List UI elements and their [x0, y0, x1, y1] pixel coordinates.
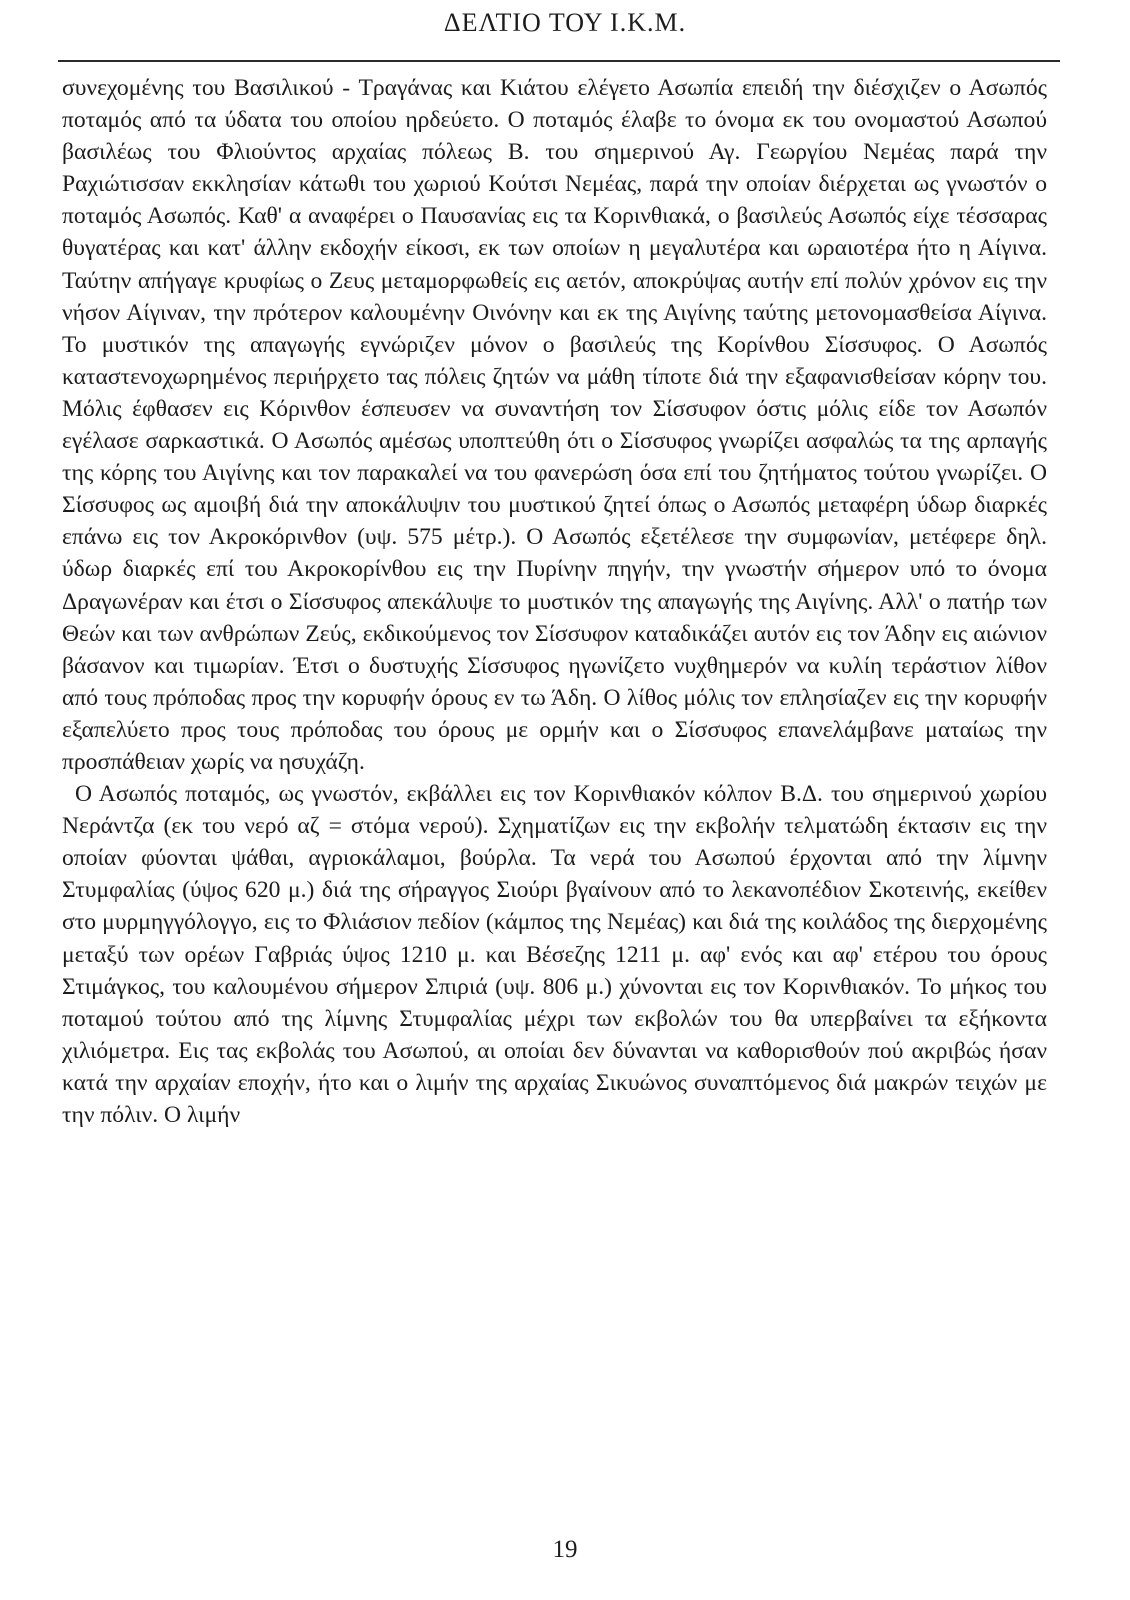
paragraph-2: Ο Ασωπός ποταμός, ως γνωστόν, εκβάλλει εις τον Κορινθιακόν κόλπον Β.Δ. του σημερινού χωρίου Νεράντζα (εκ του νερό αζ = στόμα νερού). Σχηματίζων εις την εκβολήν τελματώδη έκτασιν εις την οποίαν φύονται ψάθαι, αγριοκάλαμοι, βούρλα. Τα νερά του Ασωπού έρχονται από την λίμνην Στυμφαλίας (ύψος 620 μ.) διά της σήραγγος Σιούρι βγαίνουν από το λεκανοπέδιον Σκοτεινής, εκείθεν στο μυρμηγγόλογγο, εις το Φλιάσιον πεδίον (κάμπος της Νεμέας) και διά της κοιλάδος της διερχομένης μεταξύ των ορέων Γαβριάς ύψος 1210 μ. και Βέσεζης 1211 μ. αφ' ενός και αφ' ετέρου του όρους Στιμάγκος, του καλουμένου σήμερον Σπιριά (υψ. 806 μ.) χύνονται εις τον Κορινθιακόν. Το μήκος του ποταμού τούτου από της λίμνης Στυμφαλίας μέχρι των εκβολών του θα υπερβαίνει τα εξήκοντα χιλιόμετρα. Εις τας εκβολάς του Ασωπού, αι οποίαι δεν δύνανται να καθορισθούν πού ακριβώς ήσαν κατά την αρχαίαν εποχήν, ήτο και ο λιμήν της αρχαίας Σικυώνος συναπτόμενος διά μακρών τειχών με την πόλιν. Ο λιμήν [62, 781, 1047, 1128]
running-header: ΔΕΛΤΙΟ ΤΟΥ Ι.Κ.Μ. [443, 8, 687, 37]
paragraph-1: συνεχομένης του Βασιλικού - Τραγάνας και Κιάτου ελέγετο Ασωπία επειδή την διέσχιζεν ο Ασωπός ποταμός από τα ύδατα του οποίου ηρδεύετο. Ο ποταμός έλαβε το όνομα εκ του ονομαστού Ασωπού βασιλέως του Φλιούντος αρχαίας πόλεως Β. του σημερινού Αγ. Γεωργίου Νεμέας παρά την Ραχιώτισσαν εκκλησίαν κάτωθι του χωριού Κούτσι Νεμέας, παρά την οποίαν διέρχεται ως γνωστόν ο ποταμός Ασωπός. Καθ' α αναφέρει ο Παυσανίας εις τα Κορινθιακά, ο βασιλεύς Ασωπός είχε τέσσαρας θυγατέρας και κατ' άλλην εκδοχήν είκοσι, εκ των οποίων η μεγαλυτέρα και ωραιοτέρα ήτο η Αίγινα. Ταύτην απήγαγε κρυφίως ο Ζευς μεταμορφωθείς εις αετόν, αποκρύψας αυτήν επί πολύν χρόνον εις την νήσον Αίγιναν, την πρότερον καλουμένην Οινόνην και εκ της Αιγίνης ταύτης μετονομασθείσα Αίγινα. Το μυστικόν της απαγωγής εγνώριζεν μόνον ο βασιλεύς της Κορίνθου Σίσσυφος. Ο Ασωπός καταστενοχωρημένος περιήρχετο τας πόλεις ζητών να μάθη τίποτε διά την εξαφανισθείσαν κόρην του. Μόλις έφθασεν εις Κόρινθον έσπευσεν να συναντήση τον Σίσσυφον όστις μόλις είδε τον Ασωπόν εγέλασε σαρκαστικά. Ο Ασωπός αμέσως υποπτεύθη ότι ο Σίσσυφος γνωρίζει ασφαλώς τα της αρπαγής της κόρης του Αιγίνης και τον παρακαλεί να του φανερώση όσα επί του ζητήματος τούτου γνωρίζει. Ο Σίσσυφος ως αμοιβή διά την αποκάλυψιν του μυστικού ζητεί όπως ο Ασωπός μεταφέρη ύδωρ διαρκές επάνω εις τον Ακροκόρινθον (υψ. 575 μέτρ.). Ο Ασωπός εξετέλεσε την συμφωνίαν, μετέφερε δηλ. ύδωρ διαρκές επί του Ακροκορίνθου εις την Πυρίνην πηγήν, την γνωστήν σήμερον υπό το όνομα Δραγωνέραν και έτσι ο Σίσσυφος απεκάλυψε το μυστικόν της απαγωγής της Αιγίνης. Αλλ' ο πατήρ των Θεών και των ανθρώπων Ζεύς, εκδικούμενος τον Σίσσυφον καταδικάζει αυτόν εις τον Άδην εις αιώνιον βάσανον και τιμωρίαν. Έτσι ο δυστυχής Σίσσυφος ηγωνίζετο νυχθημερόν να κυλίη τεράστιον λίθον από τους πρόποδας προς την κορυφήν όρους εν τω Άδη. Ο λίθος μόλις τον επλησίαζεν εις την κορυφήν εξαπελύετο προς τους πρόποδας του όρους με ορμήν και ο Σίσσυφος επανελάμβανε ματαίως την προσπάθειαν χωρίς να ησυχάζη. [62, 75, 1047, 775]
header-rule [58, 60, 1060, 62]
page-number: 19 [552, 1536, 578, 1563]
body-text [62, 72, 1047, 1131]
